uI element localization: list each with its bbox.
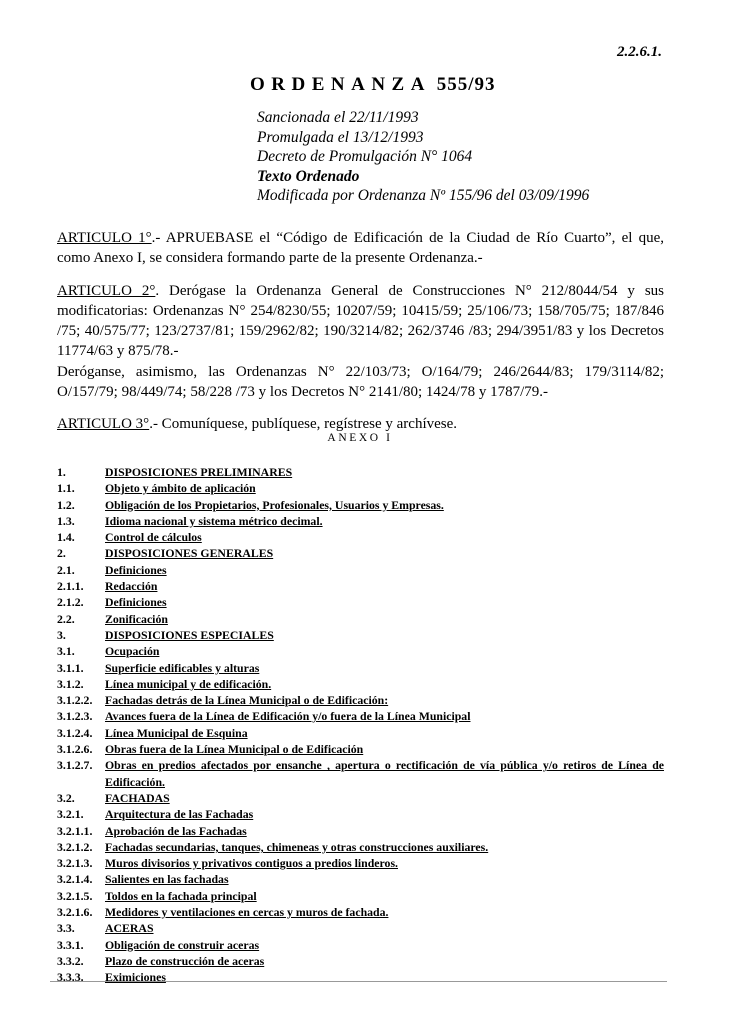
toc-entry-title: ACERAS <box>105 921 154 936</box>
toc-entry-number: 3.1. <box>57 644 75 659</box>
toc-entry-number: 1.4. <box>57 530 75 545</box>
toc-entry-number: 1.1. <box>57 481 75 496</box>
toc-entry <box>57 839 664 855</box>
toc-entry <box>57 660 664 676</box>
toc-entry <box>57 823 664 839</box>
toc-entry <box>57 464 664 480</box>
toc-entry <box>57 708 664 724</box>
toc-entry-number: 2.1. <box>57 562 75 577</box>
toc-entry-title: Obras en predios afectados por ensanche , apertura o rectificación de vía pública y/o retiros de Línea de Edificación. <box>105 758 664 789</box>
sanctioned-date: Sancionada el 22/11/1993 <box>257 109 419 126</box>
toc-entry <box>57 904 664 920</box>
toc-entry-title: Obras fuera de la Línea Municipal o de Edificación <box>105 742 364 757</box>
toc-entry-title: Zonificación <box>105 611 168 626</box>
toc-entry-title: FACHADAS <box>105 790 170 805</box>
toc-entry-number: 2.2. <box>57 611 75 626</box>
toc-entry-title: DISPOSICIONES ESPECIALES <box>105 627 274 642</box>
toc-entry <box>57 529 664 545</box>
toc-entry-title: Obligación de los Propietarios, Profesionales, Usuarios y Empresas. <box>105 497 444 512</box>
toc-entry-number: 3.2.1.3. <box>57 856 93 871</box>
articles-section <box>57 228 664 447</box>
toc-entry-number: 3. <box>57 627 66 642</box>
footer-rule <box>50 981 667 982</box>
toc-entry-title: Control de cálculos <box>105 530 202 545</box>
toc-entry <box>57 497 664 513</box>
toc-entry-title: Avances fuera de la Línea de Edificación y/o fuera de la Línea Municipal <box>105 709 471 724</box>
toc-entry-title: Aprobación de las Fachadas <box>105 823 247 838</box>
toc-entry <box>57 513 664 529</box>
title-number: 555/93 <box>436 74 496 95</box>
toc-entry-number: 3.3.2. <box>57 953 84 968</box>
toc-entry <box>57 480 664 496</box>
toc-entry-number: 3.3. <box>57 921 75 936</box>
toc-entry-number: 3.3.3. <box>57 970 84 985</box>
toc-entry-title: Eximiciones <box>105 970 166 985</box>
toc-entry-number: 3.2.1.4. <box>57 872 93 887</box>
toc-entry-number: 3.3.1. <box>57 937 84 952</box>
article-3-label: ARTICULO 3° <box>57 416 150 433</box>
article-2-text: . Derógase la Ordenanza General de Construcciones N° 212/8044/54 y sus modificatorias: Ordenanzas N° 254/8230/55; 10207/59; 10415/59; 25/106/73; 158/705/75; 187/846 /75; 40/575/77; 123/2737/81; 159/2962/82; 190/3214/82; 262/3746 /83; 294/3951/83 y los Decretos 11774/63 y 875/78.- <box>57 282 664 360</box>
toc-entry-number: 3.1.2.6. <box>57 742 93 757</box>
toc-entry-number: 2.1.1. <box>57 579 84 594</box>
toc-entry-title: Idioma nacional y sistema métrico decimal. <box>105 513 323 528</box>
toc-entry-title: Línea municipal y de edificación. <box>105 676 272 691</box>
toc-entry-title: Plazo de construcción de aceras <box>105 953 265 968</box>
toc-entry <box>57 545 664 561</box>
toc-entry <box>57 920 664 936</box>
toc-entry-number: 3.1.2.3. <box>57 709 93 724</box>
toc-entry <box>57 562 664 578</box>
article-1-label: ARTICULO 1° <box>57 230 152 246</box>
toc-entry <box>57 741 664 757</box>
toc-entry-title: Toldos en la fachada principal <box>105 888 257 903</box>
toc-entry-title: Redacción <box>105 579 158 594</box>
toc-entry-title: Definiciones <box>105 595 167 610</box>
toc-entry <box>57 953 664 969</box>
toc-entry-title: Definiciones <box>105 562 167 577</box>
toc-entry-number: 1.2. <box>57 497 75 512</box>
toc-entry-number: 2. <box>57 546 66 561</box>
toc-entry <box>57 806 664 822</box>
toc-entry-number: 3.2.1. <box>57 807 84 822</box>
toc-entry-title: Fachadas detrás de la Línea Municipal o de Edificación: <box>105 693 389 708</box>
promulgated-date: Promulgada el 13/12/1993 <box>257 128 424 146</box>
toc-entry-number: 3.1.2.2. <box>57 693 93 708</box>
ordinance-title <box>250 74 495 96</box>
toc-entry-number: 2.1.2. <box>57 595 84 610</box>
toc-entry-number: 3.2.1.5. <box>57 888 93 903</box>
toc-entry <box>57 725 664 741</box>
toc-entry-title: Medidores y ventilaciones en cercas y muros de fachada. <box>105 905 389 920</box>
toc-entry-title: Salientes en las fachadas <box>105 872 229 887</box>
toc-entry-number: 1. <box>57 465 66 479</box>
article-2-paragraph <box>57 281 664 362</box>
toc-entry <box>57 611 664 627</box>
toc-entry <box>57 692 664 708</box>
article-1 <box>57 228 664 269</box>
toc-entry-title: Arquitectura de las Fachadas <box>105 807 254 822</box>
toc-entry <box>57 855 664 871</box>
toc-entry <box>57 790 664 806</box>
toc-entry-title: Objeto y ámbito de aplicación <box>105 481 256 496</box>
toc-entry-number: 3.2. <box>57 790 75 805</box>
title-word: ORDENANZA <box>250 74 431 95</box>
toc-entry-number: 3.1.1. <box>57 660 84 675</box>
page-number: 2.2.6.1. <box>617 44 662 60</box>
ordered-text-label: Texto Ordenado <box>257 167 360 185</box>
toc-entry-title: Fachadas secundarias, tanques, chimeneas y otras construcciones auxiliares. <box>105 839 489 854</box>
toc-entry <box>57 969 664 985</box>
article-2 <box>57 281 664 403</box>
article-1-text: .- APRUEBASE el “Código de Edificación de la Ciudad de Río Cuarto”, el que, como Anexo I, se considera formando parte de la presente Ordenanza.- <box>57 230 664 267</box>
article-1-paragraph <box>57 228 664 269</box>
toc-entry <box>57 871 664 887</box>
toc-entry-title: Línea Municipal de Esquina <box>105 725 248 740</box>
toc-entry-number: 3.1.2.4. <box>57 725 93 740</box>
toc-entry-number: 3.1.2.7. <box>57 758 93 773</box>
toc-entry-number: 3.2.1.2. <box>57 839 93 854</box>
article-3-text: .- Comuníquese, publíquese, regístrese y archívese. <box>149 416 458 433</box>
toc-entry-title: Superficie edificables y alturas <box>105 660 260 675</box>
toc-entry-title: Muros divisorios y privativos contiguos a predios linderos. <box>105 856 398 871</box>
toc-entry <box>57 643 664 659</box>
article-2-label: ARTICULO 2° <box>57 282 156 299</box>
promulgation-decree: Decreto de Promulgación N° 1064 <box>257 148 473 165</box>
ordinance-metadata <box>257 108 589 206</box>
annex-title: ANEXO I <box>327 432 393 444</box>
toc-entry <box>57 594 664 610</box>
toc-entry <box>57 578 664 594</box>
toc-entry-number: 3.2.1.6. <box>57 905 93 920</box>
toc-entry <box>57 937 664 953</box>
toc-entry <box>57 888 664 904</box>
table-of-contents <box>57 464 664 986</box>
toc-entry-number: 3.1.2. <box>57 676 84 691</box>
toc-entry <box>57 757 664 790</box>
toc-entry-title: Ocupación <box>105 644 160 659</box>
toc-entry-number: 1.3. <box>57 513 75 528</box>
toc-entry-title: Obligación de construir aceras <box>105 937 260 952</box>
toc-entry-title: DISPOSICIONES GENERALES <box>105 546 274 561</box>
toc-entry-number: 3.2.1.1. <box>57 823 93 838</box>
toc-entry-title: DISPOSICIONES PRELIMINARES <box>105 465 293 479</box>
toc-entry <box>57 627 664 643</box>
modification-note: Modificada por Ordenanza Nº 155/96 del 03/09/1996 <box>257 187 590 204</box>
article-2-second-paragraph: Deróganse, asimismo, las Ordenanzas N° 22/103/73; O/164/79; 246/2644/83; 179/3114/82; O/157/79; 98/449/74; 58/228 /73 y los Decretos N° 2141/80; 1424/78 y 1787/79.- <box>57 363 664 401</box>
toc-entry <box>57 676 664 692</box>
